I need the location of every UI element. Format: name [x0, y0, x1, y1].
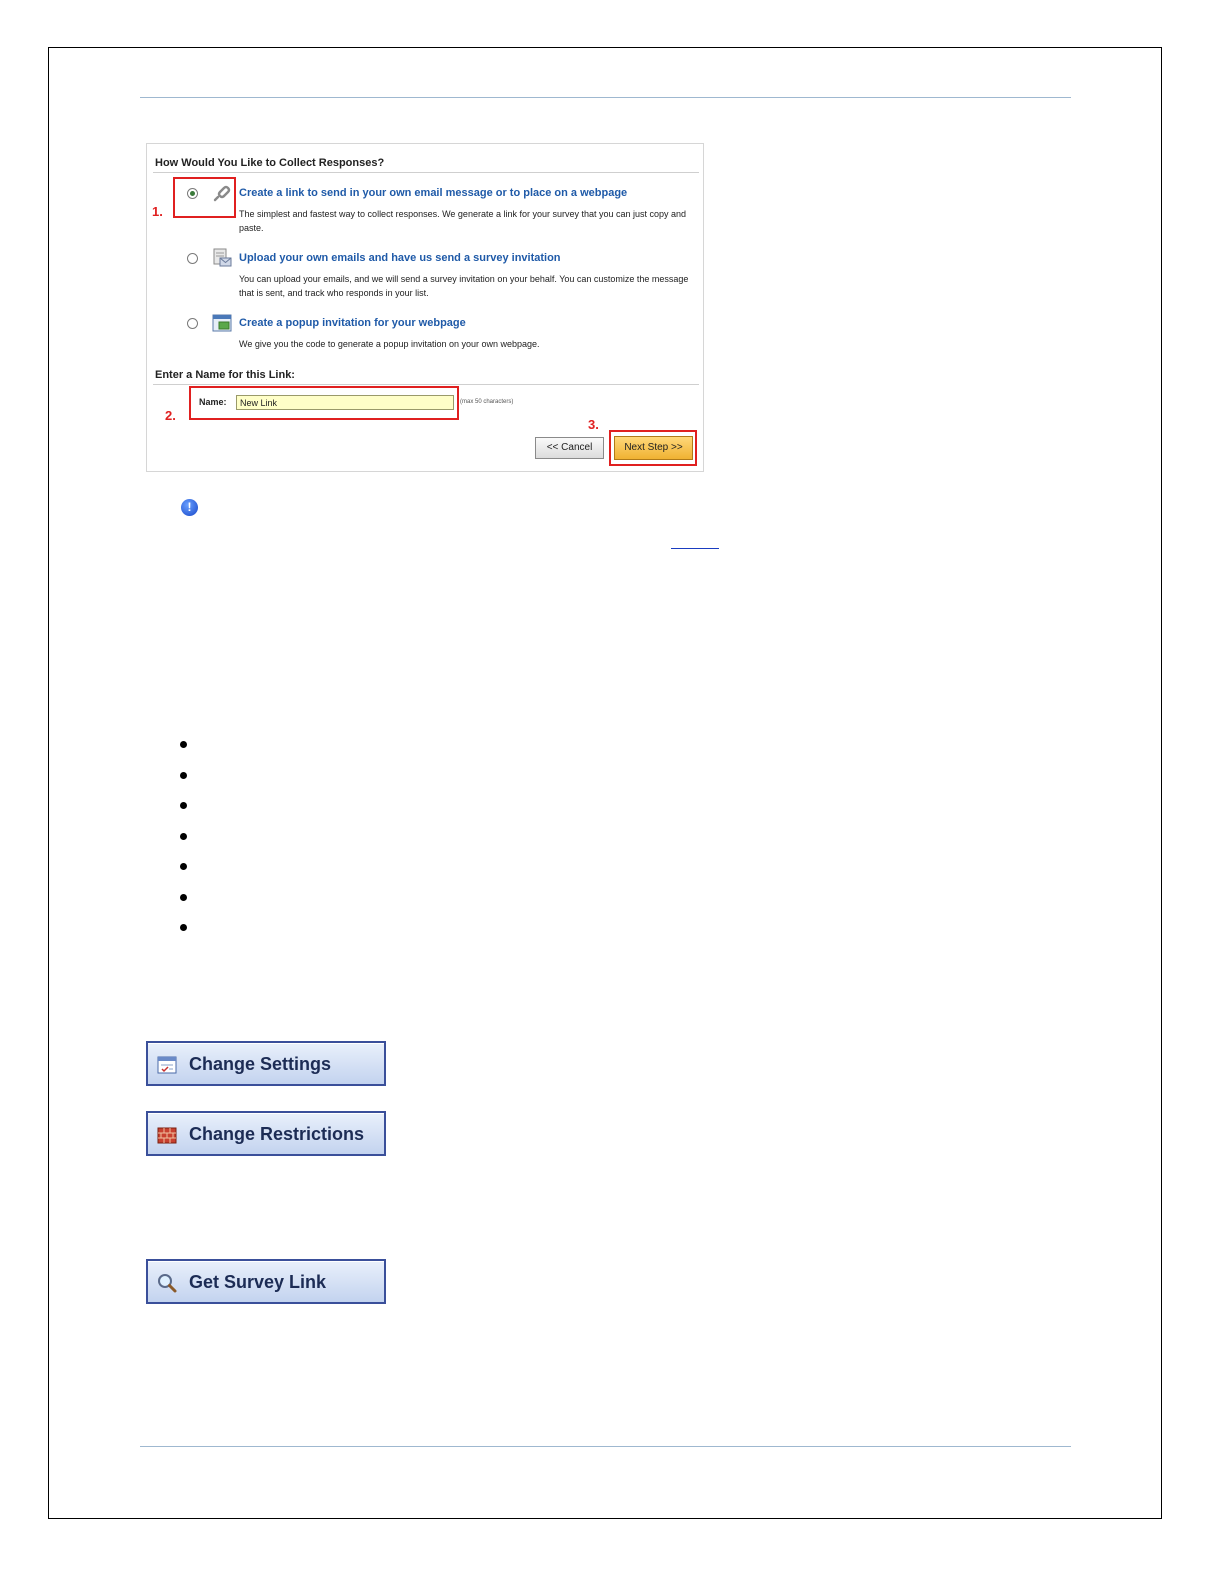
link-underline[interactable]: [671, 548, 719, 549]
get-survey-link-label: Get Survey Link: [189, 1272, 327, 1292]
name-section-divider: [153, 384, 699, 385]
annotation-box-name: [189, 386, 459, 420]
annotation-box-next: [609, 430, 697, 466]
name-section-heading: Enter a Name for this Link:: [155, 369, 295, 381]
get-survey-link-button[interactable]: [146, 1259, 386, 1304]
option-upload-emails-title[interactable]: Upload your own emails and have us send a survey invitation: [239, 252, 561, 264]
list-item: [180, 891, 190, 922]
option-popup-invitation-radio[interactable]: [187, 318, 198, 329]
list-item: [180, 769, 190, 800]
firewall-icon: [156, 1124, 178, 1146]
change-restrictions-label: Change Restrictions: [189, 1124, 365, 1144]
option-upload-emails-radio[interactable]: [187, 253, 198, 264]
step-number-3: 3.: [588, 417, 599, 432]
list-item: [180, 860, 190, 891]
popup-window-icon: [211, 312, 233, 334]
change-settings-label: Change Settings: [189, 1054, 332, 1074]
step-number-1: 1.: [152, 204, 163, 219]
option-popup-invitation-title[interactable]: Create a popup invitation for your webpage: [239, 317, 466, 329]
panel-heading: How Would You Like to Collect Responses?: [155, 157, 385, 169]
step-number-2: 2.: [165, 408, 176, 423]
max-characters-hint: (max 50 characters): [460, 399, 514, 405]
email-upload-icon: [211, 247, 233, 269]
list-item: [180, 738, 190, 769]
option-create-link-title[interactable]: Create a link to send in your own email message or to place on a webpage: [239, 187, 628, 199]
bullet-list: [180, 738, 190, 952]
magnifier-icon: [156, 1272, 178, 1294]
cancel-button[interactable]: << Cancel: [535, 437, 604, 459]
panel-divider: [153, 172, 699, 173]
settings-window-icon: [156, 1054, 178, 1076]
next-step-button[interactable]: Next Step >>: [614, 436, 693, 460]
header-rule: [140, 97, 1071, 98]
list-item: [180, 799, 190, 830]
info-icon: !: [181, 499, 198, 516]
list-item: [180, 921, 190, 952]
list-item: [180, 830, 190, 861]
footer-rule: [140, 1446, 1071, 1447]
option-popup-invitation-description: We give you the code to generate a popup invitation on your own webpage.: [239, 339, 540, 349]
change-settings-button[interactable]: [146, 1041, 386, 1086]
annotation-box-option: [173, 177, 236, 218]
name-label: Name:: [199, 397, 227, 407]
change-restrictions-button[interactable]: [146, 1111, 386, 1156]
option-create-link-description: The simplest and fastest way to collect responses. We generate a link for your survey that you can just copy and paste.: [239, 209, 687, 233]
option-upload-emails-description: You can upload your emails, and we will send a survey invitation on your behalf. You can customize the message that is sent, and track who responds in your list.: [239, 274, 689, 298]
